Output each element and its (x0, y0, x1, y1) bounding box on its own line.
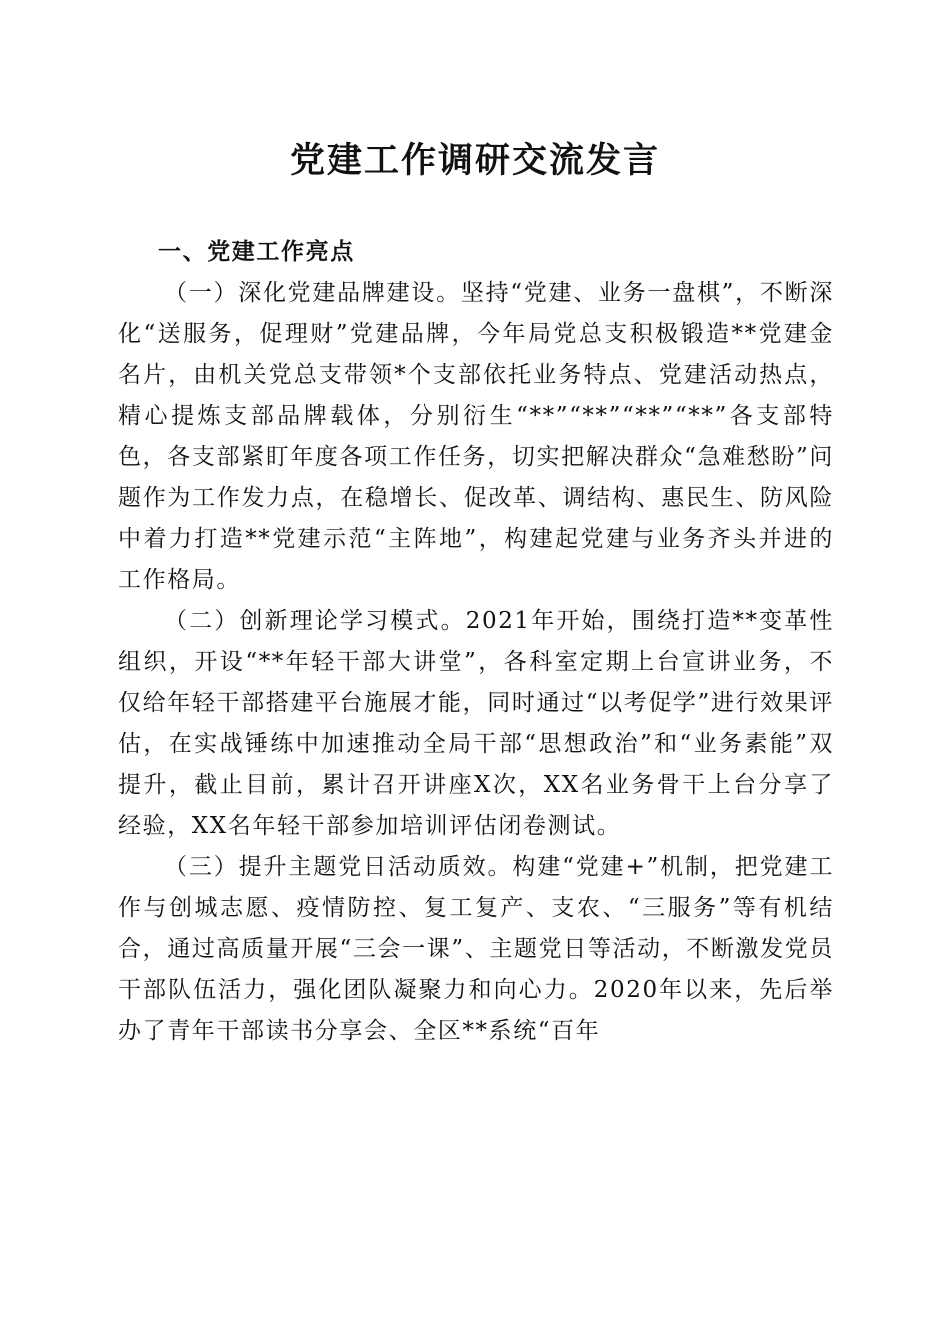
paragraph-brand-building: （一）深化党建品牌建设。坚持“党建、业务一盘棋”，不断深化“送服务，促理财”党建品牌，今年局党总支积极锻造**党建金名片，由机关党总支带领*个支部依托业务特点、党建活动热点，精心提炼支部品牌载体，分别衍生“**”“**”“**”“**”各支部特色，各支部紧盯年度各项工作任务，切实把解决群众“急难愁盼”问题作为工作发力点，在稳增长、促改革、调结构、惠民生、防风险中着力打造**党建示范“主阵地”，构建起党建与业务齐头并进的工作格局。 (118, 280, 834, 593)
section-heading: 一、党建工作亮点 (158, 239, 355, 265)
paragraph-party-day: （三）提升主题党日活动质效。构建“党建+”机制，把党建工作与创城志愿、疫情防控、复工复产、支农、“三服务”等有机结合，通过高质量开展“三会一课”、主题党日等活动，不断激发党员干部队伍活力，强化团队凝聚力和向心力。2020年以来，先后举办了青年干部读书分享会、全区**系统“百年 (118, 854, 834, 1044)
document-title: 党建工作调研交流发言 (289, 140, 660, 181)
paragraph-theory-study: （二）创新理论学习模式。2021年开始，围绕打造**变革性组织，开设“**年轻干部大讲堂”，各科室定期上台宣讲业务，不仅给年轻干部搭建平台施展才能，同时通过“以考促学”进行效果评估，在实战锤练中加速推动全局干部“思想政治”和“业务素能”双提升，截止目前，累计召开讲座X次，XX名业务骨干上台分享了经验，XX名年轻干部参加培训评估闭卷测试。 (118, 608, 834, 839)
document-body (118, 232, 834, 1052)
